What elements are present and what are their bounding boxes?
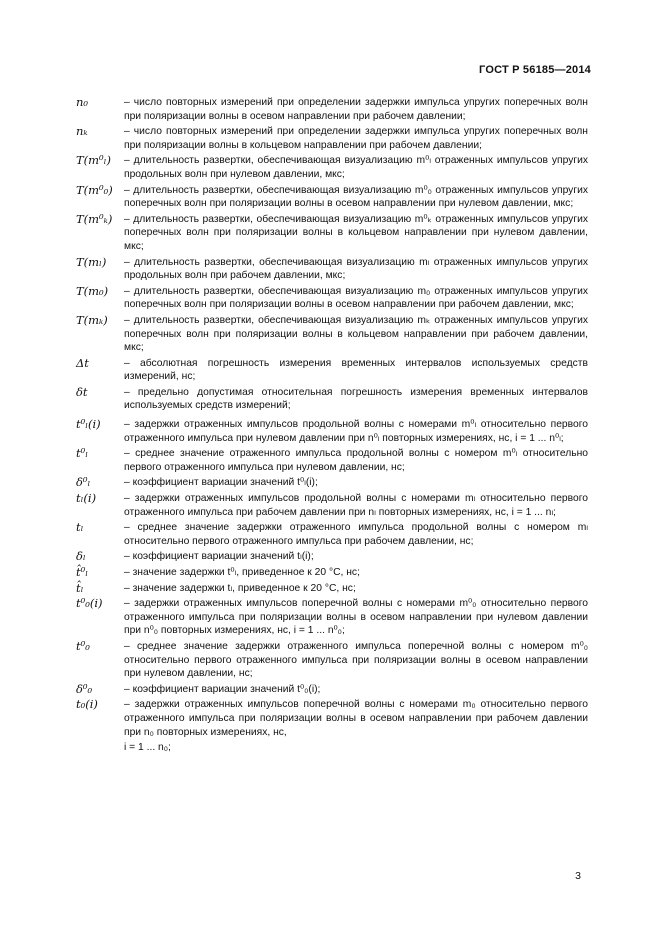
definition: – задержки отраженных импульсов поперечной волны с номерами m₀ относительно первого отраженного импульса при поляризации волны в осевом направлении при рабочем давлении при n₀ повторных измерениях, нс,: [124, 699, 588, 738]
list-item: [76, 566, 588, 580]
symbol: δ⁰ₗ: [76, 475, 91, 490]
definition: – длительность развертки, обеспечивающая визуализацию m₀ отраженных импульсов упругих поперечных волн при поляризации волны в осевом направлении при рабочем давлении, мкс;: [124, 285, 588, 311]
symbol: t̂⁰ₗ: [76, 565, 89, 579]
definition: – значение задержки tₗ, приведенное к 20 °С, нс;: [124, 582, 356, 594]
list-item: [76, 154, 588, 181]
list-item: [76, 698, 588, 739]
list-item: [76, 492, 588, 519]
list-item: [76, 96, 588, 123]
symbol: Δt: [76, 355, 89, 370]
list-item: [76, 386, 588, 413]
symbol-list: [76, 96, 588, 755]
symbol: t⁰ₗ: [76, 446, 89, 461]
definition: – среднее значение отраженного импульса продольной волны с номером m⁰ₗ относительно первого отраженного импульса при нулевом давлении, нс;: [124, 448, 588, 473]
list-item: [76, 213, 588, 254]
definition: – абсолютная погрешность измерения временных интервалов используемых средств измерений, нс;: [124, 357, 588, 383]
definition: – задержки отраженных импульсов продольной волны с номерами m⁰ₗ относительно первого отраженного импульса при нулевом давлении при n⁰ₗ повторных измерениях, нс, i = 1 ... n⁰ₗ;: [124, 419, 588, 444]
definition: – среднее значение задержки отраженного импульса продольной волны с номером mₗ относительно первого отраженного импульса при рабочем давлении, нс;: [124, 522, 588, 547]
list-item: [76, 125, 588, 152]
definition: – коэффициент вариации значений tₗ(i);: [124, 551, 314, 563]
list-item: [76, 683, 588, 697]
list-item: [76, 476, 588, 490]
symbol: δt: [76, 384, 88, 399]
definition: – среднее значение задержки отраженного импульса поперечной волны с номером m⁰₀ относительно первого отраженного импульса при поляризации волны в осевом направлении при нулевом давлении, нс;: [124, 640, 588, 680]
list-item: [76, 256, 588, 283]
symbol: tₗ: [76, 520, 84, 535]
definition: – длительность развертки, обеспечивающая визуализацию m⁰₀ отраженных импульсов упругих поперечных волн при поляризации волны в осевом направлении при нулевом давлении, мкс;: [124, 184, 588, 210]
symbol: tₗ(i): [76, 491, 97, 506]
definition: – длительность развертки, обеспечивающая визуализацию mₖ отраженных импульсов упругих поперечных волн при поляризации волны в кольцевом направлении при рабочем давлении, мкс;: [124, 314, 588, 354]
definition: – длительность развертки, обеспечивающая визуализацию mₗ отраженных импульсов упругих продольных волн при рабочем давлении, мкс;: [124, 256, 588, 282]
definition: – длительность развертки, обеспечивающая визуализацию m⁰ₗ отраженных импульсов упругих продольных волн при нулевом давлении, мкс;: [124, 155, 588, 180]
list-item: [76, 357, 588, 384]
list-item: [76, 597, 588, 638]
definition: – задержки отраженных импульсов продольной волны с номерами mₗ относительно первого отраженного импульса при рабочем давлении при nₗ повторных измерениях, нс, i = 1 ... nₗ;: [124, 493, 588, 518]
definition: – значение задержки t⁰ₗ, приведенное к 20 °С, нс;: [124, 567, 360, 578]
definition: – длительность развертки, обеспечивающая визуализацию m⁰ₖ отраженных импульсов упругих поперечных волн при поляризации волны в кольцевом направлении при нулевом давлении, мкс;: [124, 213, 588, 252]
symbol: t̂ₗ: [76, 580, 84, 595]
definition: – задержки отраженных импульсов поперечной волны с номерами m⁰₀ относительно первого отраженного импульса при поляризации волны в осевом направлении при нулевом давлении при n⁰₀ повторных измерениях, нс, i = 1 ... n⁰₀;: [124, 598, 588, 637]
symbol: t⁰ₗ(i): [76, 417, 101, 432]
continuation-line: i = 1 ... n₀;: [124, 742, 171, 754]
symbol: nₖ: [76, 124, 88, 139]
list-item: [76, 550, 588, 564]
list-item: [76, 640, 588, 681]
list-item: [76, 418, 588, 445]
list-item: [76, 314, 588, 355]
page-number: 3: [575, 870, 581, 882]
symbol: T(m⁰₀): [76, 182, 113, 197]
symbol: T(m⁰ₖ): [76, 211, 113, 226]
list-item: [76, 184, 588, 211]
list-item: [76, 285, 588, 312]
symbol: n₀: [76, 95, 89, 109]
symbol: t⁰₀: [76, 638, 90, 653]
definition: – предельно допустимая относительная погрешность измерения временных интервалов используемых средств измерений;: [124, 386, 588, 412]
symbol: T(m₀): [76, 283, 109, 298]
definition: – коэффициент вариации значений t⁰ₗ(i);: [124, 477, 318, 489]
symbol: T(mₗ): [76, 254, 107, 269]
definition: – коэффициент вариации значений t⁰₀(i);: [124, 683, 321, 695]
symbol: δ⁰₀: [76, 681, 93, 696]
list-item: [76, 447, 588, 474]
symbol: t₀(i): [76, 697, 98, 712]
document-header: ГОСТ Р 56185—2014: [479, 64, 591, 76]
list-item: [76, 582, 588, 596]
symbol: T(mₖ): [76, 312, 108, 327]
definition: – число повторных измерений при определении задержки импульса упругих поперечных волн при поляризации волны в осевом направлении при рабочем давлении;: [124, 97, 588, 122]
symbol: δₗ: [76, 549, 86, 564]
symbol: t⁰₀(i): [76, 596, 103, 611]
symbol: T(m⁰ₗ): [76, 153, 111, 168]
list-item: [76, 521, 588, 548]
definition: – число повторных измерений при определении задержки импульса упругих поперечных волн при поляризации волны в кольцевом направлении при рабочем давлении;: [124, 126, 588, 151]
